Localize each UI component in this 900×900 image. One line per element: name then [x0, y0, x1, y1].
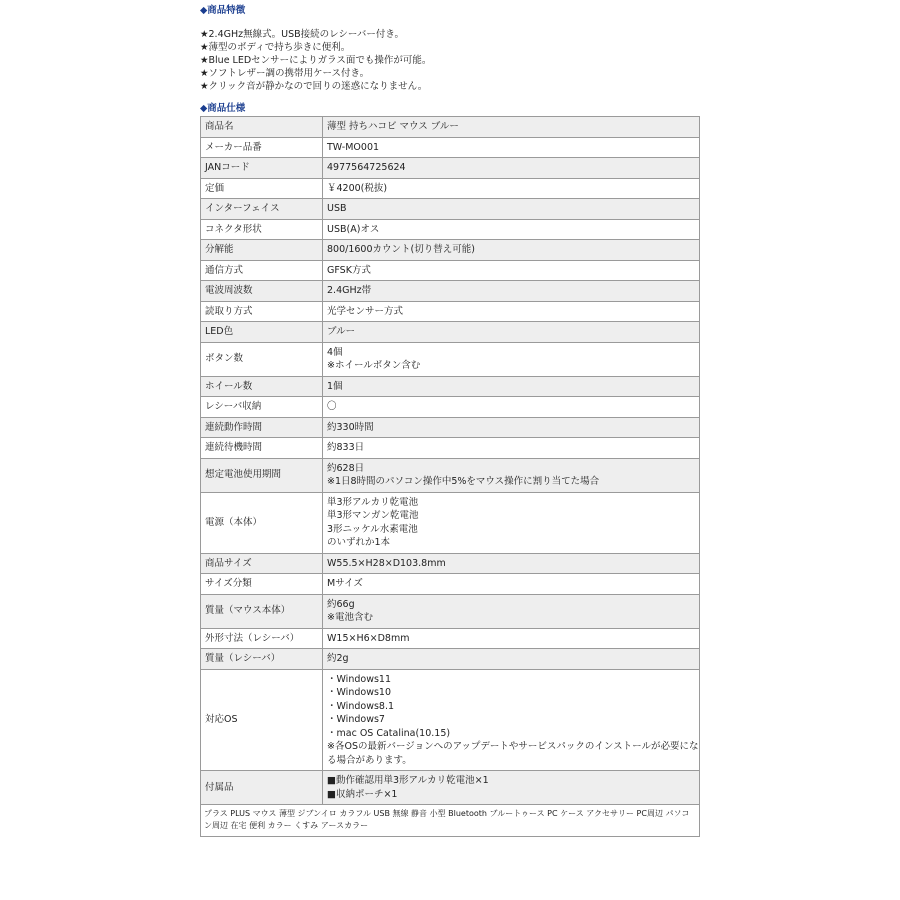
spec-value-line: ※電池含む	[327, 612, 373, 623]
spec-key: 電源（本体）	[201, 492, 323, 553]
spec-value-line: 約2g	[327, 653, 349, 664]
features-heading: ◆商品特徴	[200, 5, 246, 16]
spec-value	[323, 574, 700, 595]
spec-value-line: 薄型 持ちハコビ マウス ブルー	[327, 121, 459, 132]
spec-value-line: GFSK方式	[327, 264, 371, 276]
spec-value-line: W15×H6×D8mm	[327, 632, 410, 644]
spec-value-line: ・Windows11	[327, 673, 391, 685]
spec-value	[323, 594, 700, 628]
spec-key: 読取り方式	[201, 301, 323, 322]
spec-value-line: USB(A)オス	[327, 223, 380, 235]
feature-item: ★ソフトレザー調の携帯用ケース付き。	[200, 68, 370, 79]
spec-value-line: 〇	[327, 401, 337, 412]
spec-key: 対応OS	[201, 669, 323, 771]
spec-value-line: USB	[327, 203, 347, 214]
spec-value-line: W55.5×H28×D103.8mm	[327, 557, 446, 569]
spec-value-line: 約330時間	[327, 421, 374, 433]
spec-value-line: 約833日	[327, 442, 365, 453]
spec-row	[201, 771, 700, 805]
spec-value	[323, 553, 700, 574]
spec-value	[323, 376, 700, 397]
spec-row	[201, 553, 700, 574]
spec-row	[201, 158, 700, 179]
spec-value	[323, 438, 700, 459]
spec-value-line: 単3形マンガン乾電池	[327, 510, 419, 521]
spec-value	[323, 137, 700, 158]
spec-key: 質量（マウス本体）	[201, 594, 323, 628]
spec-row	[201, 137, 700, 158]
spec-value	[323, 281, 700, 302]
spec-row	[201, 342, 700, 376]
spec-key: インターフェイス	[201, 199, 323, 220]
keywords-text: プラス PLUS マウス 薄型 ジブンイロ カラフル USB 無線 静音 小型 Bluetooth ブルートゥース PC ケース アクセサリー PC周辺 パソコン周辺 在宅 便利 カラー くすみ アースカラー	[200, 805, 700, 837]
spec-value-line: ・mac OS Catalina(10.15)	[327, 727, 451, 739]
spec-value	[323, 771, 700, 805]
spec-key: LED色	[201, 322, 323, 343]
spec-value-line: ※1日8時間のパソコン操作中5%をマウス操作に割り当てた場合	[327, 476, 600, 487]
spec-value-line: ブルー	[327, 326, 356, 337]
spec-key: 通信方式	[201, 260, 323, 281]
spec-value-line: Mサイズ	[327, 578, 363, 589]
spec-row	[201, 594, 700, 628]
spec-key: レシーバ収納	[201, 397, 323, 418]
features-list	[200, 28, 700, 93]
feature-item: ★クリック音が静かなので回りの迷惑になりません。	[200, 81, 428, 92]
spec-value-line: ￥4200(税抜)	[327, 182, 388, 194]
spec-value-line: 2.4GHz帯	[327, 285, 372, 296]
spec-key: 外形寸法（レシーバ）	[201, 628, 323, 649]
spec-value-line: ※ホイールボタン含む	[327, 360, 421, 371]
spec-key: ホイール数	[201, 376, 323, 397]
spec-key: 商品サイズ	[201, 553, 323, 574]
spec-value-line: 約628日	[327, 462, 365, 474]
spec-value-line: のいずれか1本	[327, 537, 391, 548]
spec-value	[323, 397, 700, 418]
spec-row	[201, 417, 700, 438]
spec-row	[201, 492, 700, 553]
spec-value-line: 約66g	[327, 598, 355, 610]
spec-row	[201, 301, 700, 322]
spec-value-line: ■動作確認用単3形アルカリ乾電池×1	[327, 775, 489, 786]
spec-key: 連続動作時間	[201, 417, 323, 438]
spec-key: コネクタ形状	[201, 219, 323, 240]
spec-value-line: 4977564725624	[327, 162, 406, 173]
spec-value	[323, 628, 700, 649]
spec-row	[201, 438, 700, 459]
spec-value	[323, 117, 700, 138]
spec-row	[201, 397, 700, 418]
feature-item: ★薄型のボディで持ち歩きに便利。	[200, 42, 351, 53]
spec-value	[323, 342, 700, 376]
spec-value	[323, 458, 700, 492]
spec-value-line: ・Windows10	[327, 687, 391, 698]
spec-value	[323, 219, 700, 240]
feature-item: ★Blue LEDセンサーによりガラス面でも操作が可能。	[200, 55, 432, 66]
spec-value-line: ・Windows7	[327, 714, 385, 725]
spec-row	[201, 669, 700, 771]
spec-key: ボタン数	[201, 342, 323, 376]
spec-key: サイズ分類	[201, 574, 323, 595]
spec-key: 電波周波数	[201, 281, 323, 302]
spec-key: JANコード	[201, 158, 323, 179]
spec-value	[323, 492, 700, 553]
spec-value	[323, 322, 700, 343]
spec-row	[201, 628, 700, 649]
spec-key: メーカー品番	[201, 137, 323, 158]
spec-row	[201, 376, 700, 397]
spec-row	[201, 199, 700, 220]
spec-key: 商品名	[201, 117, 323, 138]
spec-value-line: ※各OSの最新バージョンへのアップデートやサービスパックのインストールが必要にな	[327, 741, 699, 752]
spec-row	[201, 178, 700, 199]
spec-value-line: 1個	[327, 380, 343, 392]
spec-heading: ◆商品仕様	[200, 103, 246, 114]
spec-row	[201, 649, 700, 670]
spec-row	[201, 117, 700, 138]
spec-row	[201, 260, 700, 281]
spec-value-line: 単3形アルカリ乾電池	[327, 496, 419, 508]
spec-value	[323, 178, 700, 199]
spec-value-line: TW-MO001	[327, 141, 380, 153]
spec-key: 想定電池使用期間	[201, 458, 323, 492]
spec-value-line: 4個	[327, 346, 343, 358]
product-description	[200, 0, 700, 837]
spec-value-line: る場合があります。	[327, 754, 412, 766]
spec-value-line: 光学センサー方式	[327, 305, 404, 317]
spec-value	[323, 260, 700, 281]
spec-row	[201, 240, 700, 261]
spec-key: 分解能	[201, 240, 323, 261]
spec-value	[323, 649, 700, 670]
spec-value-line: ■収納ポーチ×1	[327, 788, 398, 800]
spec-row	[201, 322, 700, 343]
spec-value	[323, 199, 700, 220]
feature-item: ★2.4GHz無線式。USB接続のレシーバー付き。	[200, 29, 405, 40]
spec-value-line: 800/1600カウント(切り替え可能)	[327, 244, 475, 255]
spec-value	[323, 669, 700, 771]
spec-row	[201, 574, 700, 595]
spec-row	[201, 281, 700, 302]
spec-value-line: 3形ニッケル水素電池	[327, 523, 418, 535]
spec-key: 付属品	[201, 771, 323, 805]
spec-value	[323, 158, 700, 179]
spec-value-line: ・Windows8.1	[327, 700, 395, 712]
spec-value	[323, 301, 700, 322]
spec-row	[201, 458, 700, 492]
spec-key: 連続待機時間	[201, 438, 323, 459]
spec-value	[323, 417, 700, 438]
spec-key: 定価	[201, 178, 323, 199]
spec-row	[201, 219, 700, 240]
spec-key: 質量（レシーバ）	[201, 649, 323, 670]
spec-value	[323, 240, 700, 261]
spec-table	[200, 116, 700, 805]
